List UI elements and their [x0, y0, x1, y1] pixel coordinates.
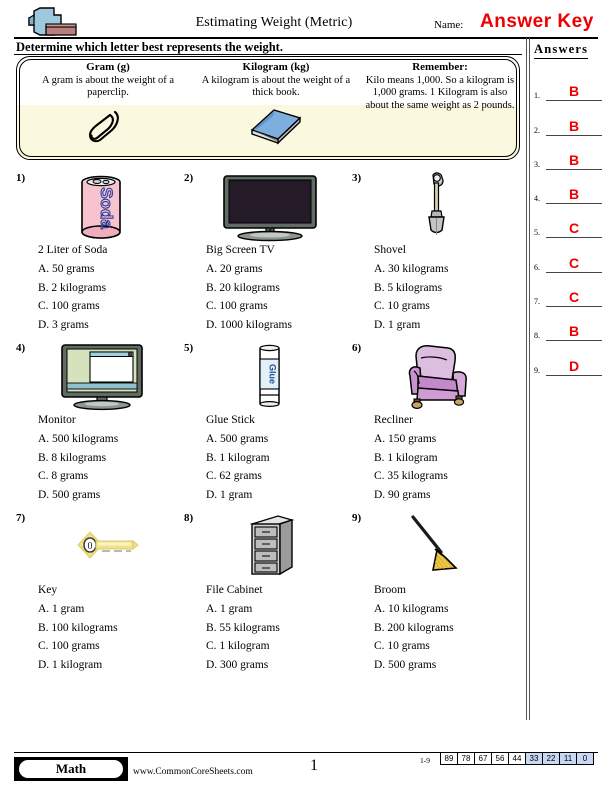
- answer-value: B: [568, 151, 580, 168]
- answer-value: C: [568, 220, 580, 237]
- subject-badge: [14, 757, 128, 781]
- answer-number: 6.: [534, 262, 540, 272]
- choice-a[interactable]: A. 500 grams: [206, 433, 269, 445]
- question-cell-9[interactable]: [350, 512, 518, 682]
- info-heading-gram: Gram (g): [86, 61, 130, 73]
- score-cell: 56: [492, 753, 509, 765]
- question-cell-6[interactable]: [350, 342, 518, 512]
- answer-value: C: [568, 254, 580, 271]
- question-label: Glue Stick: [206, 414, 255, 426]
- answer-row[interactable]: [534, 307, 604, 341]
- answers-title: Answers: [534, 42, 588, 59]
- score-cell: 0: [577, 753, 594, 765]
- question-cell-7[interactable]: [14, 512, 182, 682]
- answer-row[interactable]: [534, 238, 604, 272]
- question-number: 8): [184, 512, 194, 524]
- question-label: Recliner: [374, 414, 413, 426]
- answer-number: 7.: [534, 297, 540, 307]
- file-cabinet-icon: [204, 512, 334, 582]
- choice-b[interactable]: B. 100 kilograms: [38, 621, 118, 634]
- choice-c[interactable]: C. 8 grams: [38, 470, 89, 482]
- choice-c[interactable]: C. 100 grams: [38, 300, 100, 312]
- page-title: Estimating Weight (Metric): [195, 15, 353, 30]
- choice-b[interactable]: B. 8 kilograms: [38, 451, 107, 464]
- answer-value: D: [568, 357, 580, 374]
- question-label: Monitor: [38, 414, 76, 426]
- info-body-gram: A gram is about the weight of a paperclip.: [41, 74, 175, 98]
- svg-text:0: 0: [87, 541, 93, 552]
- choice-b[interactable]: B. 1 kilogram: [206, 451, 270, 464]
- choice-a[interactable]: A. 50 grams: [38, 263, 95, 275]
- question-label: Shovel: [374, 244, 406, 256]
- question-row: [14, 172, 520, 342]
- score-cell: 78: [458, 753, 475, 765]
- broom-icon: [372, 512, 502, 582]
- question-grid: [14, 172, 520, 682]
- question-number: 3): [352, 172, 362, 184]
- question-choices[interactable]: [38, 430, 118, 504]
- answer-blank-line: [546, 375, 602, 376]
- info-body-remember: Kilo means 1,000. So a kilogram is 1,000 grams. 1 Kilogram is also about the same weight as 2 pounds.: [365, 74, 515, 111]
- score-table-row: [441, 753, 594, 765]
- choice-b[interactable]: B. 20 kilograms: [206, 281, 280, 294]
- answer-row[interactable]: [534, 67, 604, 101]
- question-cell-1[interactable]: [14, 172, 182, 342]
- choice-a[interactable]: A. 1 gram: [38, 603, 85, 615]
- answer-number: 4.: [534, 194, 540, 204]
- soda-can-icon: [36, 172, 166, 242]
- answer-row[interactable]: [534, 101, 604, 135]
- answer-value: B: [568, 323, 580, 340]
- score-cell: 33: [526, 753, 543, 765]
- score-cell: 67: [475, 753, 492, 765]
- answer-number: 2.: [534, 125, 540, 135]
- choice-d[interactable]: D. 90 grams: [374, 488, 431, 501]
- choice-a[interactable]: A. 150 grams: [374, 433, 437, 445]
- name-label: Name:: [434, 19, 464, 31]
- answer-number: 8.: [534, 331, 540, 341]
- question-number: 1): [16, 172, 26, 184]
- header-divider: [14, 37, 598, 39]
- choice-d[interactable]: D. 500 grams: [38, 488, 101, 501]
- instruction-text: Determine which letter best represents the weight.: [16, 40, 283, 54]
- choice-d[interactable]: D. 1 gram: [374, 318, 421, 331]
- question-choices[interactable]: [38, 260, 106, 334]
- choice-a[interactable]: A. 20 grams: [206, 263, 263, 275]
- score-cell: 22: [543, 753, 560, 765]
- question-choices[interactable]: [38, 600, 118, 674]
- answer-value: B: [568, 117, 580, 134]
- choice-b[interactable]: B. 55 kilograms: [206, 621, 280, 634]
- choice-d[interactable]: D. 300 grams: [206, 658, 269, 671]
- reference-info-box: [16, 56, 520, 160]
- computer-monitor-icon: [36, 342, 166, 412]
- choice-b[interactable]: B. 2 kilograms: [38, 281, 107, 294]
- question-number: 6): [352, 342, 362, 354]
- info-body-kilogram: A kilogram is about the weight of a thick book.: [201, 74, 351, 98]
- choice-c[interactable]: C. 35 kilograms: [374, 470, 448, 482]
- answer-row[interactable]: [534, 341, 604, 375]
- question-number: 7): [16, 512, 26, 524]
- shovel-icon: [372, 172, 502, 242]
- question-choices[interactable]: [374, 600, 454, 674]
- question-label: 2 Liter of Soda: [38, 244, 108, 256]
- choice-d[interactable]: D. 500 grams: [374, 658, 437, 671]
- answer-number: 1.: [534, 91, 540, 101]
- choice-c[interactable]: C. 100 grams: [38, 640, 100, 652]
- info-column-remember: [363, 61, 517, 112]
- info-column-kilogram: [191, 61, 361, 150]
- score-table: [440, 752, 594, 765]
- question-choices[interactable]: [206, 430, 270, 504]
- choice-d[interactable]: D. 3 grams: [38, 318, 89, 331]
- info-heading-remember: Remember:: [412, 61, 468, 73]
- choice-d[interactable]: D. 1000 kilograms: [206, 318, 292, 331]
- svg-text:Soda: Soda: [97, 187, 116, 229]
- television-icon: [204, 172, 334, 242]
- answer-row[interactable]: [534, 273, 604, 307]
- key-icon: [36, 512, 166, 582]
- question-choices[interactable]: [206, 600, 280, 674]
- question-row: [14, 512, 520, 682]
- choice-d[interactable]: D. 1 gram: [206, 488, 253, 501]
- question-label: Broom: [374, 584, 406, 596]
- choice-b[interactable]: B. 5 kilograms: [374, 281, 443, 294]
- answer-row[interactable]: [534, 204, 604, 238]
- choice-d[interactable]: D. 1 kilogram: [38, 658, 103, 671]
- choice-a[interactable]: A. 30 kilograms: [374, 263, 449, 275]
- page-header: [14, 6, 598, 38]
- choice-c[interactable]: C. 100 grams: [206, 300, 268, 312]
- score-cell: 11: [560, 753, 577, 765]
- question-label: Key: [38, 584, 58, 596]
- choice-a[interactable]: A. 1 gram: [206, 603, 253, 615]
- answer-key-badge: Answer Key: [480, 11, 594, 32]
- question-row: [14, 342, 520, 512]
- choice-b[interactable]: B. 200 kilograms: [374, 621, 454, 634]
- answer-number: 5.: [534, 228, 540, 238]
- choice-c[interactable]: C. 1 kilogram: [206, 640, 270, 652]
- paperclip-icon: [25, 106, 191, 151]
- answer-number: 3.: [534, 159, 540, 169]
- glue-stick-icon: [204, 342, 334, 412]
- answer-value: B: [568, 83, 580, 100]
- question-choices[interactable]: [374, 260, 448, 334]
- question-cell-2[interactable]: [182, 172, 350, 342]
- answer-row[interactable]: [534, 136, 604, 170]
- question-number: 9): [352, 512, 362, 524]
- info-column-gram: [25, 61, 191, 150]
- answers-panel: [534, 40, 604, 376]
- svg-text:Glue: Glue: [267, 363, 278, 385]
- answer-value: B: [568, 186, 580, 203]
- question-number: 4): [16, 342, 26, 354]
- score-cell: 44: [509, 753, 526, 765]
- score-range-label: 1-9: [420, 756, 430, 765]
- question-cell-3[interactable]: [350, 172, 518, 342]
- info-heading-kilogram: Kilogram (kg): [242, 61, 310, 73]
- question-label: Big Screen TV: [206, 244, 275, 256]
- instruction-divider: [14, 54, 522, 55]
- answer-row[interactable]: [534, 170, 604, 204]
- choice-c[interactable]: C. 10 grams: [374, 640, 430, 652]
- question-cell-5[interactable]: [182, 342, 350, 512]
- site-url: www.CommonCoreSheets.com: [133, 767, 253, 777]
- question-number: 5): [184, 342, 194, 354]
- book-icon: [191, 104, 361, 151]
- choice-b[interactable]: B. 1 kilogram: [374, 451, 438, 464]
- question-choices[interactable]: [374, 430, 448, 504]
- question-label: File Cabinet: [206, 584, 263, 596]
- recliner-chair-icon: [372, 342, 502, 412]
- choice-c[interactable]: C. 62 grams: [206, 470, 262, 482]
- question-number: 2): [184, 172, 194, 184]
- sidebar-divider: [526, 38, 530, 720]
- choice-a[interactable]: A. 500 kilograms: [38, 433, 119, 445]
- score-cell: 89: [441, 753, 458, 765]
- choice-c[interactable]: C. 10 grams: [374, 300, 430, 312]
- page-number: 1: [310, 757, 318, 774]
- question-cell-8[interactable]: [182, 512, 350, 682]
- question-choices[interactable]: [206, 260, 292, 334]
- answer-value: C: [568, 289, 580, 306]
- subject-label: Math: [19, 760, 123, 778]
- answer-number: 9.: [534, 365, 540, 375]
- question-cell-4[interactable]: [14, 342, 182, 512]
- choice-a[interactable]: A. 10 kilograms: [374, 603, 449, 615]
